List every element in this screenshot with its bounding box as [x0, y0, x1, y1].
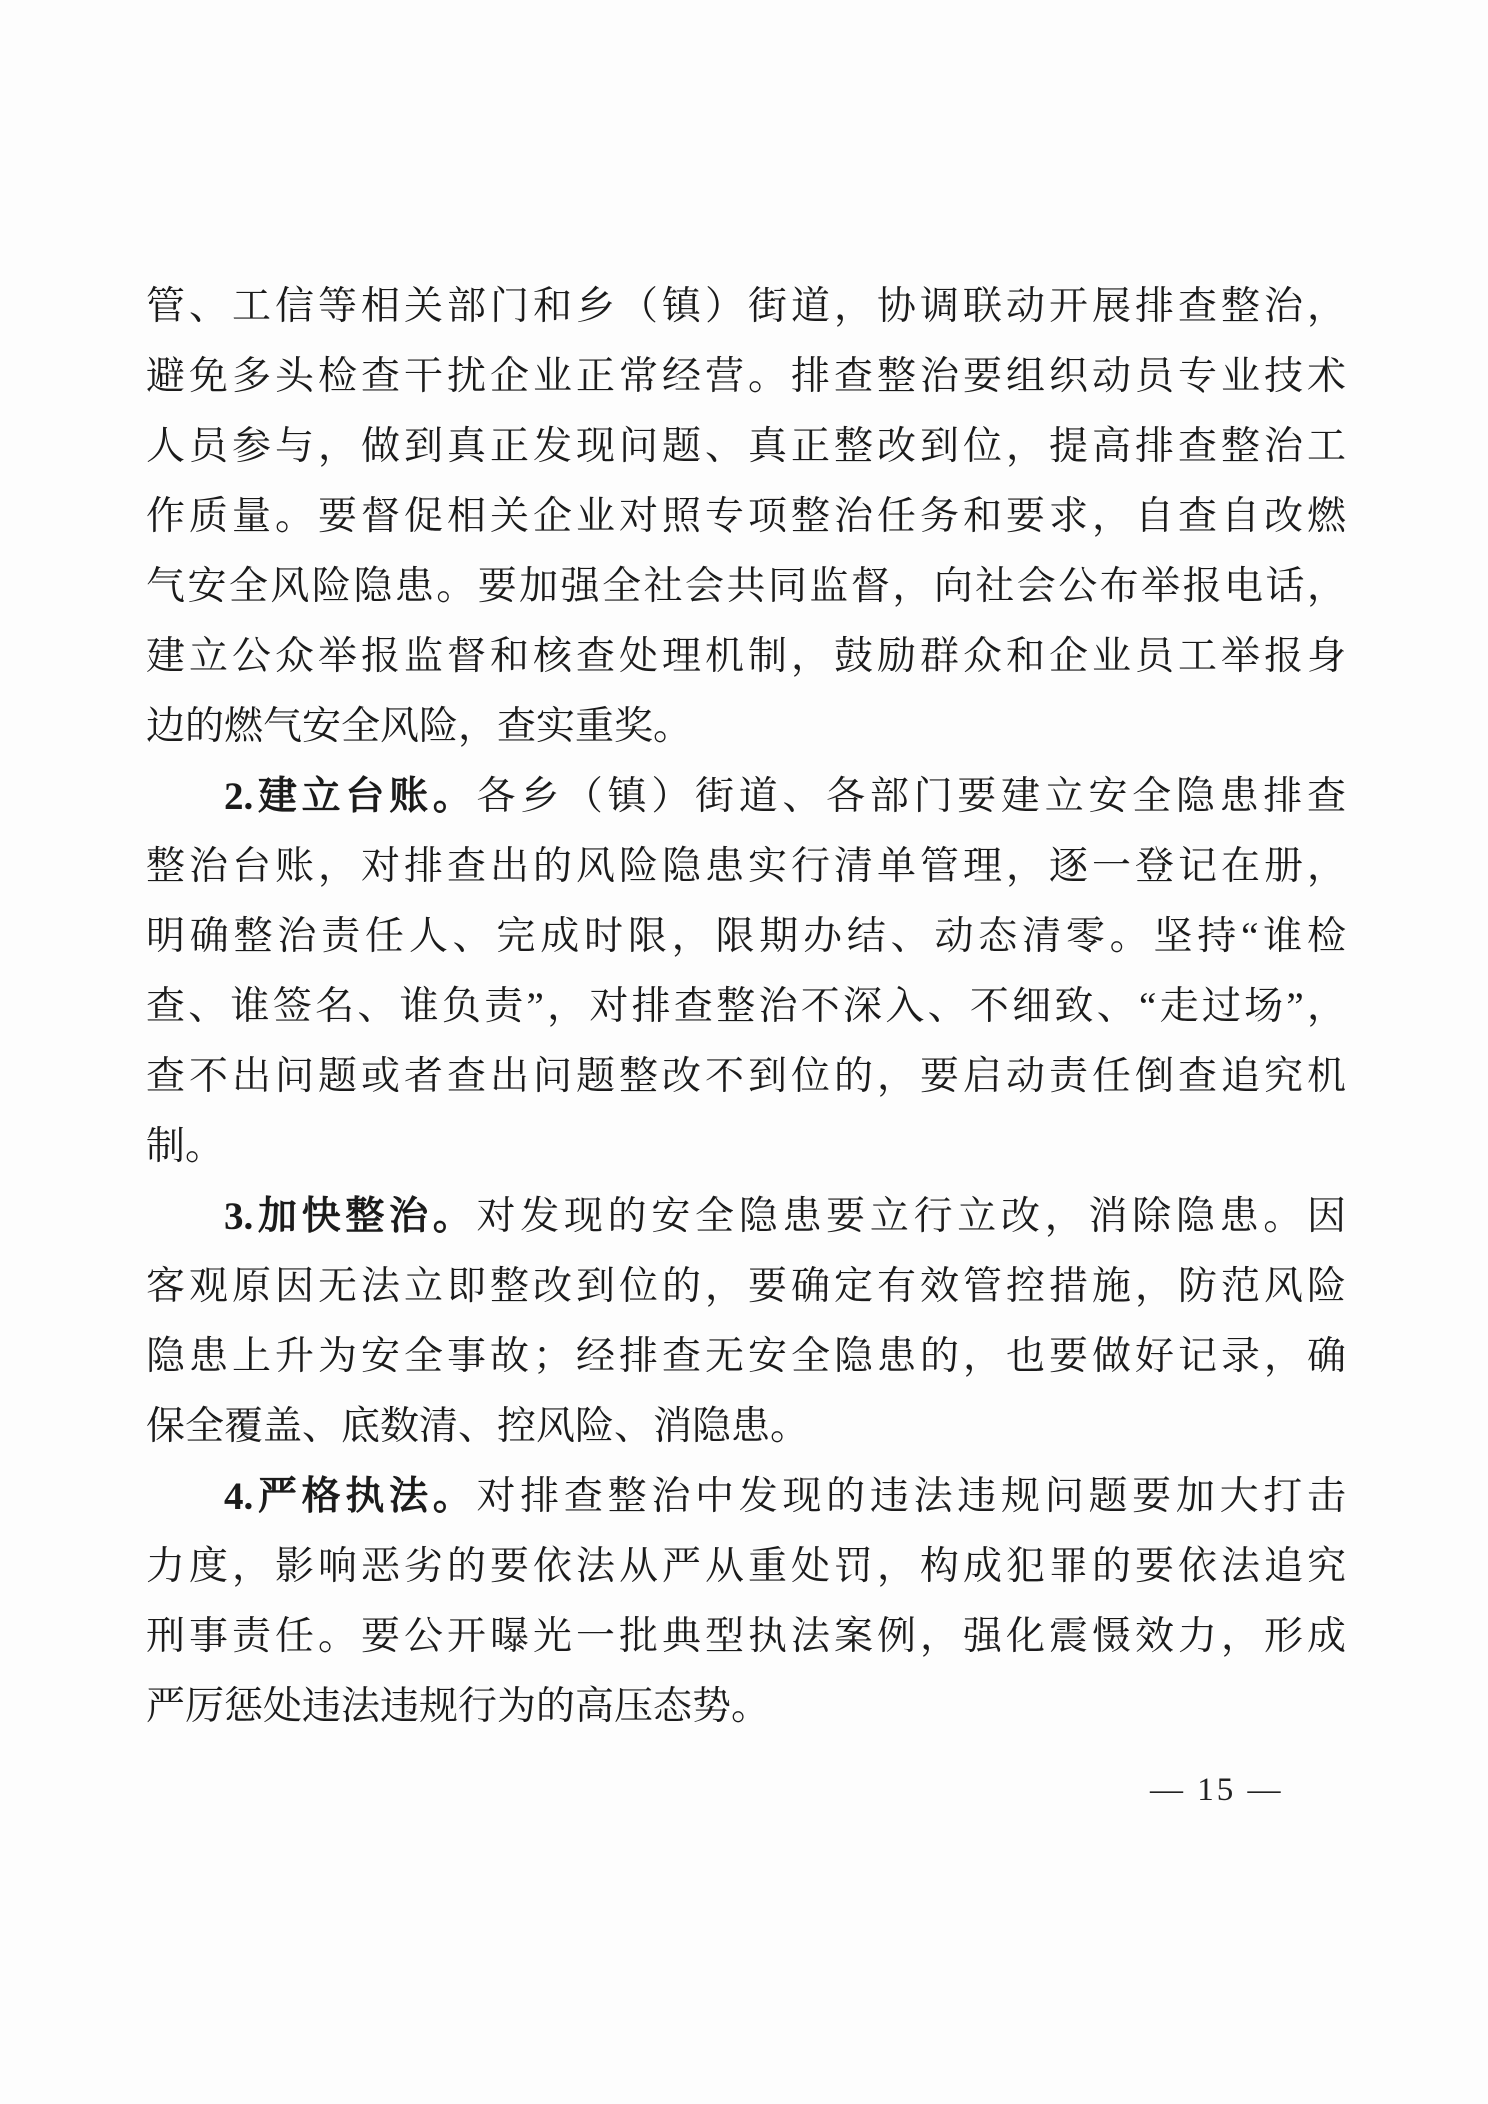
text-line	[146, 1252, 1346, 1322]
line-text: 对发现的安全隐患要立行立改，消除隐患。因	[476, 1195, 1346, 1238]
text-line	[146, 1602, 1346, 1672]
line-text: 避免多头检查干扰企业正常经营。排查整治要组织动员专业技术	[146, 355, 1346, 398]
line-text: 对排查整治中发现的违法违规问题要加大打击	[476, 1475, 1346, 1518]
line-text: 保全覆盖、底数清、控风险、消隐患。	[146, 1405, 810, 1448]
text-line	[146, 1042, 1346, 1112]
text-line	[146, 902, 1346, 972]
text-block	[146, 272, 1346, 1742]
line-text: 人员参与，做到真正发现问题、真正整改到位，提高排查整治工	[146, 425, 1346, 468]
line-text: 严厉惩处违法违规行为的高压态势。	[146, 1685, 771, 1728]
paragraph-label: 2.建立台账。	[224, 775, 477, 818]
line-text: 隐患上升为安全事故；经排查无安全隐患的，也要做好记录，确	[146, 1335, 1346, 1378]
text-line	[146, 692, 1346, 762]
text-line	[146, 1532, 1346, 1602]
paragraph-label: 4.严格执法。	[224, 1475, 477, 1518]
text-line	[146, 1112, 1346, 1182]
line-text: 查不出问题或者查出问题整改不到位的，要启动责任倒查追究机	[146, 1055, 1346, 1098]
text-line	[146, 1672, 1346, 1742]
text-line	[146, 482, 1346, 552]
line-text: 查、谁签名、谁负责”，对排查整治不深入、不细致、“走过场”，	[146, 985, 1346, 1028]
page-number: — 15 —	[1150, 1772, 1284, 1808]
text-line	[146, 1392, 1346, 1462]
line-text: 作质量。要督促相关企业对照专项整治任务和要求，自查自改燃	[146, 495, 1346, 538]
line-text: 各乡（镇）街道、各部门要建立安全隐患排查	[476, 775, 1346, 818]
line-text: 管、工信等相关部门和乡（镇）街道，协调联动开展排查整治，	[146, 285, 1346, 328]
line-text: 气安全风险隐患。要加强全社会共同监督，向社会公布举报电话，	[146, 565, 1346, 608]
text-line	[146, 342, 1346, 412]
text-line	[146, 1322, 1346, 1392]
line-text: 刑事责任。要公开曝光一批典型执法案例，强化震慑效力，形成	[146, 1615, 1346, 1658]
line-text: 明确整治责任人、完成时限，限期办结、动态清零。坚持“谁检	[146, 915, 1346, 958]
line-text: 力度，影响恶劣的要依法从严从重处罚，构成犯罪的要依法追究	[146, 1545, 1346, 1588]
line-text: 制。	[146, 1125, 225, 1168]
text-line	[146, 1462, 1346, 1532]
line-text: 整治台账，对排查出的风险隐患实行清单管理，逐一登记在册，	[146, 845, 1346, 888]
text-line	[146, 972, 1346, 1042]
text-line	[146, 412, 1346, 482]
text-line	[146, 832, 1346, 902]
line-text: 建立公众举报监督和核查处理机制，鼓励群众和企业员工举报身	[146, 635, 1346, 678]
line-text: 客观原因无法立即整改到位的，要确定有效管控措施，防范风险	[146, 1265, 1346, 1308]
text-line	[146, 762, 1346, 832]
line-text: 边的燃气安全风险，查实重奖。	[146, 705, 693, 748]
paragraph-label: 3.加快整治。	[224, 1195, 477, 1238]
text-line	[146, 1182, 1346, 1252]
text-line	[146, 552, 1346, 622]
text-line	[146, 622, 1346, 692]
text-line	[146, 272, 1346, 342]
